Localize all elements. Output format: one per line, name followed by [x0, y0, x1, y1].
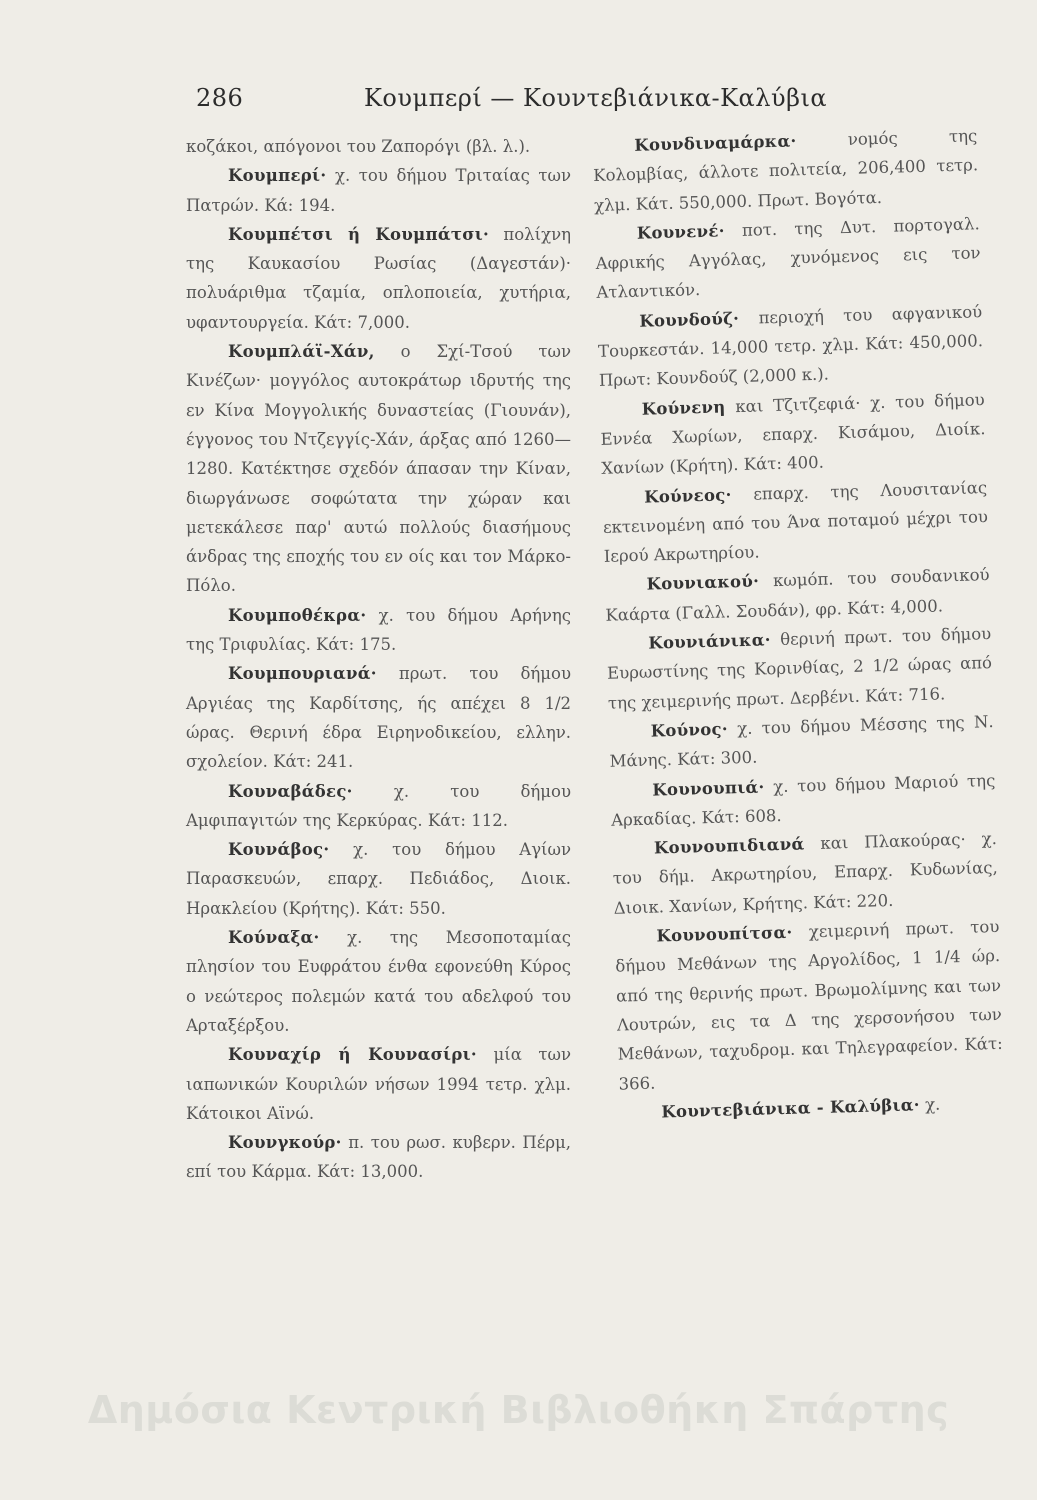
- dictionary-entry: [186, 220, 571, 337]
- entry-text: επαρχ. της Λουσιτανίας εκτεινομένη από του Άνα ποταμού μέχρι του Ιερού Ακρωτηρίου.: [602, 477, 989, 566]
- entry-headword: Κούνεος·: [643, 484, 732, 507]
- entry-text: χ. της Μεσοποταμίας πλησίον του Ευφράτου ένθα εφονεύθη Κύρος ο νεώτερος πολεμών κατά του αδελφού του Αρταξέρξου.: [186, 928, 571, 1035]
- library-watermark: Δημόσια Κεντρική Βιβλιοθήκη Σπάρτης: [87, 1388, 950, 1432]
- dictionary-entry: [594, 209, 981, 308]
- entry-text: και Τζιτζεφιά· χ. του δήμου Εννέα Χωρίων, επαρχ. Κισάμου, Διοίκ. Χανίων (Κρήτη). Κάτ: 400.: [600, 389, 986, 479]
- dictionary-entry: [186, 337, 571, 601]
- entry-text: χ. του δήμου Αμφιπαγιτών της Κερκύρας. Κάτ: 112.: [186, 781, 571, 830]
- dictionary-entry: [186, 777, 571, 836]
- entry-text: χ.: [924, 1094, 941, 1114]
- entry-headword: Κουνενέ·: [636, 221, 725, 243]
- entry-text: χ. του δήμου Μαριού της Αρκαδίας. Κάτ: 608.: [610, 770, 996, 830]
- entry-text: χ. του δήμου Αγίων Παρασκευών, επαρχ. Πεδιάδος, Διοικ. Ηρακλείου (Κρήτης). Κάτ: 550.: [186, 840, 572, 918]
- dictionary-entry: [186, 601, 571, 660]
- entry-headword: Κουμπέτσι ή Κουμπάτσι·: [228, 224, 490, 244]
- dictionary-entry: [597, 297, 984, 396]
- right-column: [592, 121, 1005, 1127]
- entry-text: χ. του δήμου Μέσσης της Ν. Μάνης. Κάτ: 300.: [609, 711, 994, 771]
- page-number: 286: [196, 84, 244, 112]
- dictionary-entry: [614, 912, 1004, 1098]
- running-title: Κουμπερί — Κουντεβιάνικα-Καλύβια: [364, 84, 828, 112]
- dictionary-entry: [186, 659, 571, 776]
- dictionary-entry: [612, 824, 999, 923]
- entry-headword: Κουνουπιά·: [652, 776, 765, 800]
- entry-headword: Κουντεβιάνικα - Καλύβια·: [661, 1095, 921, 1122]
- entry-text: και Πλακούρας· χ. του δήμ. Ακρωτηρίου, Επαρχ. Κυδωνίας, Διοικ. Χανίων, Κρήτης. Κάτ: 220.: [612, 829, 998, 918]
- entry-text: ποτ. της Δυτ. πορτογαλ. Αφρικής Αγγόλας, χυνόμενος εις τον Ατλαντικόν.: [595, 214, 981, 303]
- dictionary-entry: [610, 766, 996, 835]
- dictionary-entry: [186, 161, 571, 220]
- dictionary-entry: [186, 835, 571, 923]
- entry-headword: Κούνενη: [641, 397, 726, 419]
- left-column: [186, 132, 571, 1187]
- entry-headword: Κουνιάνικα·: [648, 630, 771, 653]
- entry-text: κωμόπ. του σουδανικού Καάρτα (Γαλλ. Σουδάν), φρ. Κάτ: 4,000.: [605, 565, 990, 625]
- entry-text: νομός της Κολομβίας, άλλοτε πολιτεία, 206,400 τετρ. χλμ. Κάτ. 550,000. Πρωτ. Βογότα.: [592, 126, 979, 215]
- entry-text: πολίχνη της Καυκασίου Ρωσίας (Δαγεστάν)· πολυάριθμα τζαμία, οπλοποιεία, χυτήρια, υφαντουργεία. Κάτ: 7,000.: [186, 224, 571, 332]
- dictionary-entry: [608, 707, 994, 776]
- entry-headword: Κουνδούζ·: [639, 308, 740, 331]
- entry-headword: Κούναξα·: [228, 928, 320, 948]
- entry-headword: Κουμπλάϊ-Χάν,: [228, 342, 375, 362]
- entry-text: θερινή πρωτ. του δήμου Ευρωστίνης της Κορινθίας, 2 1/2 ώρας από της χειμερινής πρωτ. Δερβένι. Κάτ: 716.: [606, 624, 993, 713]
- entry-headword: Κουναχίρ ή Κουνασίρι·: [228, 1045, 477, 1065]
- entry-headword: Κουνάβος·: [228, 840, 330, 860]
- dictionary-entry: [606, 619, 993, 718]
- dictionary-entry: [599, 385, 986, 484]
- entry-text: χειμερινή πρωτ. του δήμου Μεθάνων της Αργολίδος, 1 1/4 ώρ. από της θερινής πρωτ. Βρωμολίμνης και των Λουτρών, εις τα Δ της χερσονήσου των Μεθάνων, ταχυδρομ. και Τηλεγραφείον. Κάτ: 366.: [615, 916, 1003, 1094]
- entry-text: π. του ρωσ. κυβερν. Πέρμ, επί του Κάρμα. Κάτ: 13,000.: [186, 1133, 571, 1182]
- entry-headword: Κουνγκούρ·: [228, 1133, 342, 1153]
- entry-text: περιοχή του αφγανικού Τουρκεστάν. 14,000 τετρ. χλμ. Κάτ: 450,000. Πρωτ: Κουνδούζ (2,000 κ.).: [597, 301, 984, 391]
- dictionary-entry: [604, 561, 990, 630]
- entry-text: κοζάκοι, απόγονοι του Ζαπορόγι (βλ. λ.).: [186, 137, 531, 156]
- dictionary-entry: [602, 473, 989, 572]
- entry-headword: Κούνος·: [650, 719, 729, 741]
- entry-headword: Κουμπουριανά·: [228, 664, 377, 684]
- entry-headword: Κουνουπιδιανά: [653, 834, 805, 858]
- entry-text: ο Σχί-Τσού των Κινέζων· μογγόλος αυτοκράτωρ ιδρυτής της εν Κίνα Μογγολικής δυναστείας (Γιουνάν), έγγονος του Ντζεγγίς-Χάν, άρξας από 1260—1280. Κατέκτησε σχεδόν άπασαν την Κίναν, διωργάνωσε σοφώτατα την χώραν και μετεκάλεσε παρ' αυτώ πολλούς διασήμους άνδρας της εποχής του εν οίς και τον Μάρκο-Πόλο.: [186, 342, 572, 596]
- dictionary-entry: [592, 121, 979, 220]
- dictionary-entry: [186, 1128, 571, 1187]
- entry-headword: Κουμπερί·: [228, 166, 327, 186]
- entry-headword: Κουνδιναμάρκα·: [634, 131, 797, 155]
- entry-text: χ. του δήμου Τριταίας των Πατρών. Κά: 194.: [186, 166, 572, 215]
- entry-text: μία των ιαπωνικών Κουριλών νήσων 1994 τετρ. χλμ. Κάτοικοι Αϊνώ.: [186, 1045, 571, 1123]
- entry-headword: Κουνιακού·: [646, 571, 760, 595]
- dictionary-entry: [186, 132, 571, 161]
- entry-headword: Κουμποθέκρα·: [228, 605, 367, 625]
- entry-text: χ. του δήμου Αρήνης της Τριφυλίας. Κάτ: 175.: [186, 605, 571, 655]
- dictionary-entry: [186, 923, 571, 1040]
- dictionary-entry: [186, 1040, 571, 1128]
- entry-headword: Κουναβάδες·: [228, 781, 353, 801]
- entry-headword: Κουνουπίτσα·: [656, 922, 793, 946]
- entry-text: πρωτ. του δήμου Αργιέας της Καρδίτσης, ής απέχει 8 1/2 ώρας. Θερινή έδρα Ειρηνοδικείου, ελλην. σχολείον. Κάτ: 241.: [186, 664, 571, 772]
